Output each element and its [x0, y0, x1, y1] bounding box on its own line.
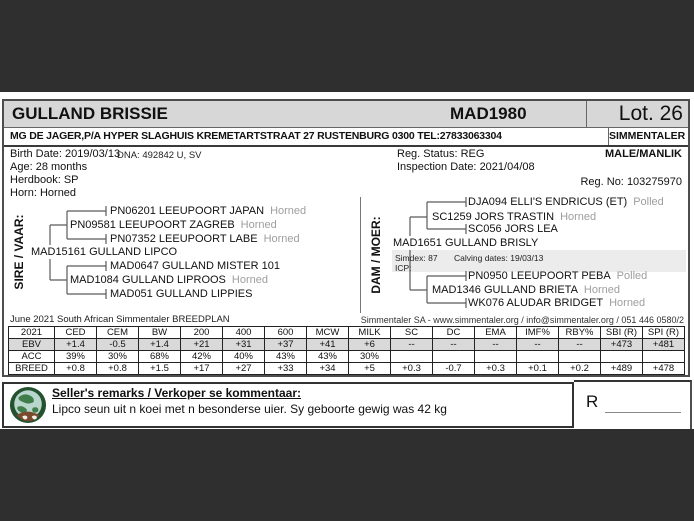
dam-sire: SC1259 JORS TRASTIN Horned: [432, 211, 597, 223]
horn-status: Horned: [263, 233, 300, 245]
value-cell: +1.5: [139, 363, 181, 375]
dam-calving-dates: Calving dates: 19/03/13: [454, 253, 544, 263]
column-header: 2021: [9, 327, 55, 339]
birth-date: Birth Date: 2019/03/13: [10, 148, 121, 160]
value-cell: +481: [643, 339, 685, 351]
sex-field: MALE/MANLIK: [605, 148, 682, 160]
price-blank-line: [605, 412, 681, 413]
column-header: SC: [391, 327, 433, 339]
dam-name: MAD1651 GULLAND BRISLY: [393, 237, 539, 249]
row-label: ACC: [9, 351, 55, 363]
horn-status: Horned: [270, 205, 307, 217]
value-cell: +1.4: [55, 339, 97, 351]
sire-dam: MAD1084 GULLAND LIPROOS Horned: [70, 274, 268, 286]
row-label: BREED: [9, 363, 55, 375]
value-cell: [559, 351, 601, 363]
breedplan-breed-row: [9, 363, 685, 375]
column-header: CED: [55, 327, 97, 339]
value-cell: [433, 351, 475, 363]
value-cell: 43%: [307, 351, 349, 363]
value-cell: [475, 351, 517, 363]
dna-field: DNA: 492842 U, SV: [117, 150, 202, 161]
row-label: EBV: [9, 339, 55, 351]
dam-dam: MAD1346 GULLAND BRIETA Horned: [432, 284, 620, 296]
pedigree-center-divider: [360, 197, 361, 313]
horn-status: Horned: [583, 284, 620, 296]
value-cell: +6: [349, 339, 391, 351]
horn-status: Horned: [240, 219, 277, 231]
remarks-text: Lipco seun uit n koei met n besonderse uier. Sy geboorte gewig was 42 kg: [52, 402, 447, 416]
column-header: 200: [181, 327, 223, 339]
column-header: SBI (R): [601, 327, 643, 339]
value-cell: +37: [265, 339, 307, 351]
value-cell: --: [475, 339, 517, 351]
value-cell: [601, 351, 643, 363]
dam-grandsire-sire: DJA094 ELLI'S ENDRICUS (ET) Polled: [468, 196, 664, 208]
dam-granddam-sire: PN0950 LEEUPOORT PEBA Polled: [468, 270, 648, 282]
pedigree-block: [4, 197, 688, 313]
value-cell: -0.7: [433, 363, 475, 375]
value-cell: +0.2: [559, 363, 601, 375]
value-cell: +41: [307, 339, 349, 351]
column-header: IMF%: [517, 327, 559, 339]
sire-sire: PN09581 LEEUPOORT ZAGREB Horned: [70, 219, 277, 231]
column-header: EMA: [475, 327, 517, 339]
value-cell: --: [433, 339, 475, 351]
title-bar: [4, 101, 688, 128]
value-cell: 42%: [181, 351, 223, 363]
value-cell: +473: [601, 339, 643, 351]
column-header: 400: [223, 327, 265, 339]
breedplan-table-body: [9, 327, 685, 375]
value-cell: 68%: [139, 351, 181, 363]
sire-grandsire-sire: PN06201 LEEUPOORT JAPAN Horned: [110, 205, 307, 217]
value-cell: +0.3: [391, 363, 433, 375]
animal-name: GULLAND BRISSIE: [12, 104, 168, 123]
column-header: DC: [433, 327, 475, 339]
value-cell: +1.4: [139, 339, 181, 351]
horn-status: Polled: [616, 270, 648, 282]
value-cell: +0.8: [97, 363, 139, 375]
value-cell: 30%: [97, 351, 139, 363]
value-cell: 40%: [223, 351, 265, 363]
breedplan-acc-row: [9, 351, 685, 363]
column-header: BW: [139, 327, 181, 339]
inspection-date-field: Inspection Date: 2021/04/08: [397, 161, 535, 173]
value-cell: 39%: [55, 351, 97, 363]
column-header: SPI (R): [643, 327, 685, 339]
value-cell: --: [559, 339, 601, 351]
value-cell: 43%: [265, 351, 307, 363]
sire-section-label: SIRE / VAAR:: [12, 214, 26, 290]
age-field: Age: 28 months: [10, 161, 88, 173]
value-cell: +27: [223, 363, 265, 375]
value-cell: +33: [265, 363, 307, 375]
price-area: [574, 380, 692, 429]
sire-grandsire-dam: PN07352 LEEUPOORT LABE Horned: [110, 233, 300, 245]
value-cell: 30%: [349, 351, 391, 363]
value-cell: +5: [349, 363, 391, 375]
column-header: MCW: [307, 327, 349, 339]
seller-contact-line: MG DE JAGER,P/A HYPER SLAGHUIS KREMETARTSTRAAT 27 RUSTENBURG 0300 TEL:27833063304: [10, 130, 502, 142]
currency-prefix: R: [586, 392, 599, 411]
bottom-dark-band: [0, 429, 694, 521]
column-header: 600: [265, 327, 307, 339]
breed-name: SIMMENTALER: [608, 128, 688, 145]
sire-name: MAD15161 GULLAND LIPCO: [31, 246, 178, 258]
value-cell: [643, 351, 685, 363]
reg-status-field: Reg. Status: REG: [397, 148, 485, 160]
breedplan-caption: June 2021 South African Simmentaler BREEDPLAN: [10, 314, 230, 325]
sire-granddam-sire: MAD0647 GULLAND MISTER 101: [110, 260, 280, 272]
lot-number: Lot. 26: [586, 101, 688, 127]
horn-field: Horn: Horned: [10, 187, 77, 199]
reg-no-field: Reg. No: 103275970: [580, 176, 682, 188]
sire-granddam-dam: MAD051 GULLAND LIPPIES: [110, 288, 253, 300]
column-header: MILK: [349, 327, 391, 339]
dam-section-label: DAM / MOER:: [369, 216, 383, 294]
top-dark-band: [0, 0, 694, 92]
seller-bar: [4, 128, 688, 147]
horn-status: Horned: [231, 274, 268, 286]
value-cell: +21: [181, 339, 223, 351]
value-cell: [517, 351, 559, 363]
value-cell: --: [517, 339, 559, 351]
seller-remarks-box: [2, 382, 574, 428]
value-cell: [391, 351, 433, 363]
value-cell: +478: [643, 363, 685, 375]
column-header: CEM: [97, 327, 139, 339]
remarks-heading: Seller's remarks / Verkoper se kommentaar:: [52, 386, 301, 400]
value-cell: +0.1: [517, 363, 559, 375]
herdbook-field: Herdbook: SP: [10, 174, 79, 186]
value-cell: +17: [181, 363, 223, 375]
horn-status: Horned: [609, 297, 646, 309]
breedplan-table: [8, 326, 685, 375]
value-cell: +31: [223, 339, 265, 351]
breedplan-ebv-row: [9, 339, 685, 351]
simmentaler-sa-logo-icon: [9, 386, 47, 424]
horn-status: Polled: [633, 196, 664, 208]
value-cell: -0.5: [97, 339, 139, 351]
value-cell: +0.8: [55, 363, 97, 375]
value-cell: +34: [307, 363, 349, 375]
column-header: RBY%: [559, 327, 601, 339]
society-contact-caption: Simmentaler SA - www.simmentaler.org / info@simmentaler.org / 051 446 0580/2: [360, 315, 684, 325]
animal-id: MAD1980: [450, 104, 527, 123]
horn-status: Horned: [560, 211, 597, 223]
value-cell: +489: [601, 363, 643, 375]
lot-card: [2, 99, 690, 377]
dam-simdex: Simdex: 87: [395, 253, 438, 263]
value-cell: --: [391, 339, 433, 351]
dam-grandsire-dam: SC056 JORS LEA: [468, 223, 558, 235]
dam-icp: ICP:: [395, 263, 412, 273]
breedplan-header-row: [9, 327, 685, 339]
dam-granddam-dam: WK076 ALUDAR BRIDGET Horned: [468, 297, 646, 309]
value-cell: +0.3: [475, 363, 517, 375]
